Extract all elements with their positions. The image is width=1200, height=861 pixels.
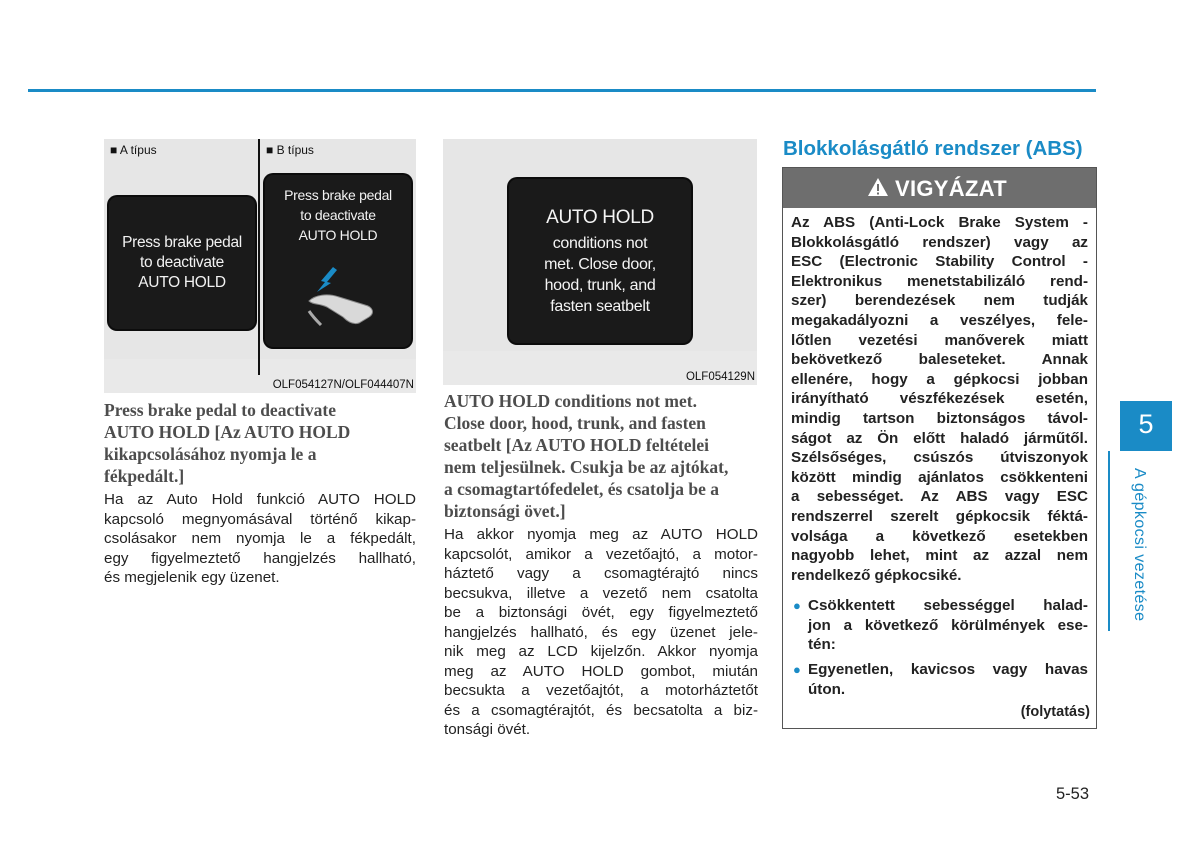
body-line: meg az AUTO HOLD gombot, miután: [444, 662, 758, 680]
heading-line: nem teljesülnek. Csukja be az ajtókat,: [444, 457, 729, 477]
warning-line: rendszerrel szerelt gépkocsik féktá-: [791, 507, 1088, 525]
warning-text: [791, 213, 1088, 585]
heading-line: biztonsági övet.]: [444, 501, 566, 521]
heading-line: AUTO HOLD conditions not met.: [444, 391, 697, 411]
warning-line: ságot az Ön előtt haladó járműtől.: [791, 429, 1088, 447]
body-line: becsukta a vezetőajtót, a motorháztetőt: [444, 682, 758, 699]
body-line: be a biztonsági övét, egy figyelmeztető: [444, 604, 758, 621]
warning-header: [783, 168, 1096, 208]
chapter-tab: [1120, 401, 1172, 451]
bullet-dot-icon: ●: [793, 598, 801, 613]
body-line: Ha az Auto Hold funkció AUTO HOLD: [104, 491, 416, 508]
screen-line: conditions not: [552, 235, 648, 252]
lcd-screen-type-b: [265, 175, 411, 347]
screen-a-line: AUTO HOLD: [138, 274, 226, 291]
body-line: nik meg az LCD kijelzőn. Akkor nyomja: [444, 643, 758, 660]
screen-line: hood, trunk, and: [544, 277, 656, 294]
body-line: hangjelzés hallható, és egy üzenet jele-: [444, 623, 758, 641]
lcd-screen-type-a: [109, 197, 255, 329]
screen-a-line: Press brake pedal: [122, 234, 242, 251]
section-body: [104, 490, 416, 588]
section-heading: [104, 399, 424, 487]
body-line: kapcsolót, amikor a vezetőajtó, a motor-: [444, 545, 758, 563]
bullet-line: Csökkentett sebességgel halad-: [808, 597, 1088, 614]
figure-code: OLF054127N/OLF044407N: [272, 379, 414, 391]
warning-line: Szélsőséges, csúszós útviszonyok: [791, 449, 1088, 467]
screen-a-line: to deactivate: [140, 254, 224, 271]
heading-line: AUTO HOLD [Az AUTO HOLD: [104, 422, 351, 442]
warning-line: nagyobb lehet, mint az azzal nem: [791, 547, 1088, 565]
screen-line: fasten seatbelt: [550, 298, 650, 315]
screen-heading: AUTO HOLD: [546, 207, 654, 228]
heading-line: kikapcsolásához nyomja le a: [104, 444, 317, 464]
bullet-line: tén:: [808, 636, 836, 654]
bullet-line: Egyenetlen, kavicsos vagy havas: [808, 661, 1088, 678]
screen-b-line: AUTO HOLD: [298, 227, 378, 243]
warning-line: a sebességet. Az ABS vagy ESC: [791, 488, 1088, 506]
warning-line: rendelkező gépkocsiké.: [791, 566, 962, 584]
top-rule: [28, 89, 1096, 92]
body-line: egy figyelmeztető hangjelzés hallható,: [104, 549, 416, 567]
screen-b-line: Press brake pedal: [284, 187, 392, 203]
body-line: Ha akkor nyomja meg az AUTO HOLD: [444, 526, 758, 543]
body-line: és a csomagtérajtót, és becsatolta a biz-: [444, 701, 758, 719]
page-number: 5-53: [1056, 785, 1090, 803]
type-b-label: ■ B típus: [266, 143, 314, 157]
bullet-dot-icon: ●: [793, 662, 801, 677]
heading-line: a csomagtartófedelet, és csatolja be a: [444, 479, 720, 499]
body-line: és megjelenik egy üzenet.: [104, 569, 280, 586]
chapter-rule: [1108, 451, 1110, 631]
warning-line: bekövetkező baleseteket. Annak: [791, 351, 1088, 369]
heading-line: Close door, hood, trunk, and fasten: [444, 413, 706, 433]
chapter-title: A gépkocsi vezetése: [1131, 468, 1148, 622]
heading-line: seatbelt [Az AUTO HOLD feltételei: [444, 435, 710, 455]
section-heading: [444, 390, 764, 522]
warning-line: ellenére, hogy a gépkocsi jobban: [791, 370, 1088, 388]
warning-line: ESC (Electronic Stability Control -: [791, 253, 1088, 271]
warning-line: szer) berendezések nem tudják: [791, 292, 1088, 310]
warning-line: megakadályozni a veszélyes, fele-: [791, 311, 1088, 329]
body-line: tonsági övét.: [444, 721, 531, 738]
warning-line: között mindig ajánlatos csökkenteni: [791, 468, 1088, 486]
section-body: [444, 525, 758, 740]
warning-triangle-icon: [867, 177, 889, 197]
warning-line: Elektronikus menetstabilizáló rend-: [791, 272, 1088, 290]
warning-line: irányítható vészfékezések esetén,: [791, 390, 1088, 408]
lcd-screen-conditions: [509, 179, 691, 343]
warning-title: VIGYÁZAT: [895, 176, 1007, 201]
chapter-number: 5: [1138, 409, 1154, 439]
screen-line: met. Close door,: [544, 256, 656, 273]
warning-line: Blokkolásgátló rendszer) vagy az: [791, 233, 1088, 251]
warning-line: lőtlen vezetési manőverek miatt: [791, 331, 1088, 349]
body-line: kapcsoló megnyomásával történő kikap-: [104, 510, 416, 528]
warning-line: Az ABS (Anti-Lock Brake System -: [791, 214, 1088, 231]
warning-line: mindig tartson biztonságos távol-: [791, 409, 1088, 427]
abs-section-title: Blokkolásgátló rendszer (ABS): [783, 137, 1083, 160]
continued-label: (folytatás): [1020, 704, 1090, 720]
heading-line: Press brake pedal to deactivate: [104, 400, 337, 420]
warning-box: [782, 167, 1097, 729]
body-line: csolásakor nem nyomja le a fékpedált,: [104, 530, 416, 547]
figure-divider: [258, 139, 260, 375]
bullet-line: jon a következő körülmények ese-: [808, 616, 1088, 634]
heading-line: fékpedált.]: [104, 466, 185, 486]
body-line: háztető vagy a csomagtérajtó nincs: [444, 565, 758, 582]
type-a-label: ■ A típus: [110, 143, 157, 157]
brake-pedal-icon: [303, 261, 383, 331]
bullet-line: úton.: [808, 680, 846, 698]
body-line: becsukva, illetve a vezető nem csatolta: [444, 584, 758, 602]
figure-type-a-b: [104, 139, 416, 393]
figure-code: OLF054129N: [685, 371, 755, 383]
warning-line: volsága a következő esetekben: [791, 527, 1088, 545]
screen-b-line: to deactivate: [300, 207, 376, 223]
figure-auto-hold-conditions: [443, 139, 757, 385]
